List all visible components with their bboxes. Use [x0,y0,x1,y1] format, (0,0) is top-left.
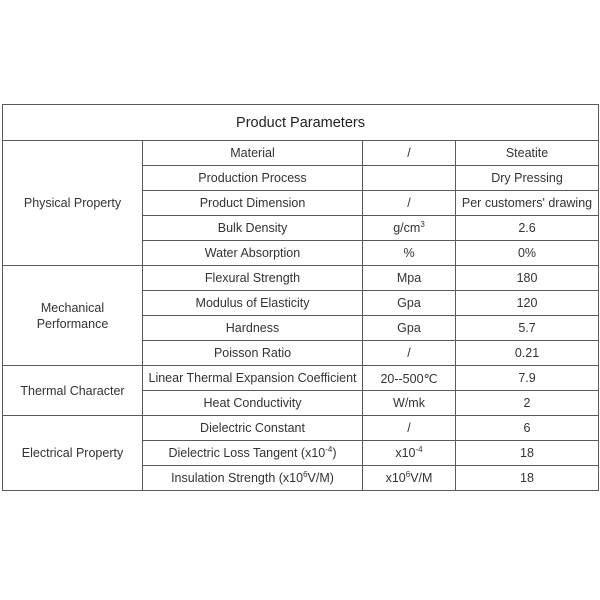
value-cell: 2.6 [456,216,599,241]
table-title-row [3,105,599,141]
table-row [3,366,599,391]
value-cell: 2 [456,391,599,416]
parameter-cell: Production Process [143,166,363,191]
parameter-cell: Hardness [143,316,363,341]
parameter-cell: Water Absorption [143,241,363,266]
product-parameters-table [2,104,599,491]
unit-cell [363,166,456,191]
parameter-cell: Poisson Ratio [143,341,363,366]
value-cell: 18 [456,466,599,491]
table-row [3,416,599,441]
parameter-base: Dielectric Loss Tangent (x10 [168,446,326,460]
unit-cell: / [363,141,456,166]
parameter-cell [143,441,363,466]
group-physical-property: Physical Property [3,141,143,266]
unit-base: x10 [385,471,406,485]
unit-cell [363,216,456,241]
unit-cell: % [363,241,456,266]
value-cell: 180 [456,266,599,291]
group-mechanical-performance: Mechanical Performance [3,266,143,366]
value-cell: 7.9 [456,366,599,391]
value-cell: 18 [456,441,599,466]
value-cell: 6 [456,416,599,441]
group-electrical-property: Electrical Property [3,416,143,491]
parameter-cell [143,466,363,491]
unit-base: x10 [395,446,416,460]
value-cell: Steatite [456,141,599,166]
value-cell: 5.7 [456,316,599,341]
value-cell: 0.21 [456,341,599,366]
unit-cell: 20--500℃ [363,366,456,391]
parameter-cell: Dielectric Constant [143,416,363,441]
unit-base: g/cm [393,221,421,235]
parameter-cell: Material [143,141,363,166]
unit-cell: W/mk [363,391,456,416]
parameter-superscript: 6 [303,470,308,479]
value-cell: 120 [456,291,599,316]
parameter-base: Insulation Strength (x10 [171,471,304,485]
value-cell: Per customers' drawing [456,191,599,216]
table-title: Product Parameters [3,105,599,141]
value-cell: Dry Pressing [456,166,599,191]
parameter-cell: Product Dimension [143,191,363,216]
parameter-cell: Heat Conductivity [143,391,363,416]
unit-cell: Gpa [363,291,456,316]
unit-superscript: 6 [405,470,411,479]
parameter-tail: ) [332,446,337,460]
parameter-tail: V/M) [307,471,334,485]
parameter-cell: Linear Thermal Expansion Coefficient [143,366,363,391]
parameter-superscript: -4 [325,445,333,454]
unit-cell: Mpa [363,266,456,291]
unit-superscript: 3 [420,220,425,229]
unit-tail: V/M [410,471,433,485]
parameter-cell: Flexural Strength [143,266,363,291]
unit-cell [363,466,456,491]
unit-cell [363,441,456,466]
value-cell: 0% [456,241,599,266]
parameter-cell: Bulk Density [143,216,363,241]
unit-cell: Gpa [363,316,456,341]
group-thermal-character: Thermal Character [3,366,143,416]
parameter-cell: Modulus of Elasticity [143,291,363,316]
unit-cell: / [363,191,456,216]
unit-cell: / [363,416,456,441]
unit-superscript: -4 [415,445,423,454]
table-row [3,266,599,291]
unit-cell: / [363,341,456,366]
table-row [3,141,599,166]
